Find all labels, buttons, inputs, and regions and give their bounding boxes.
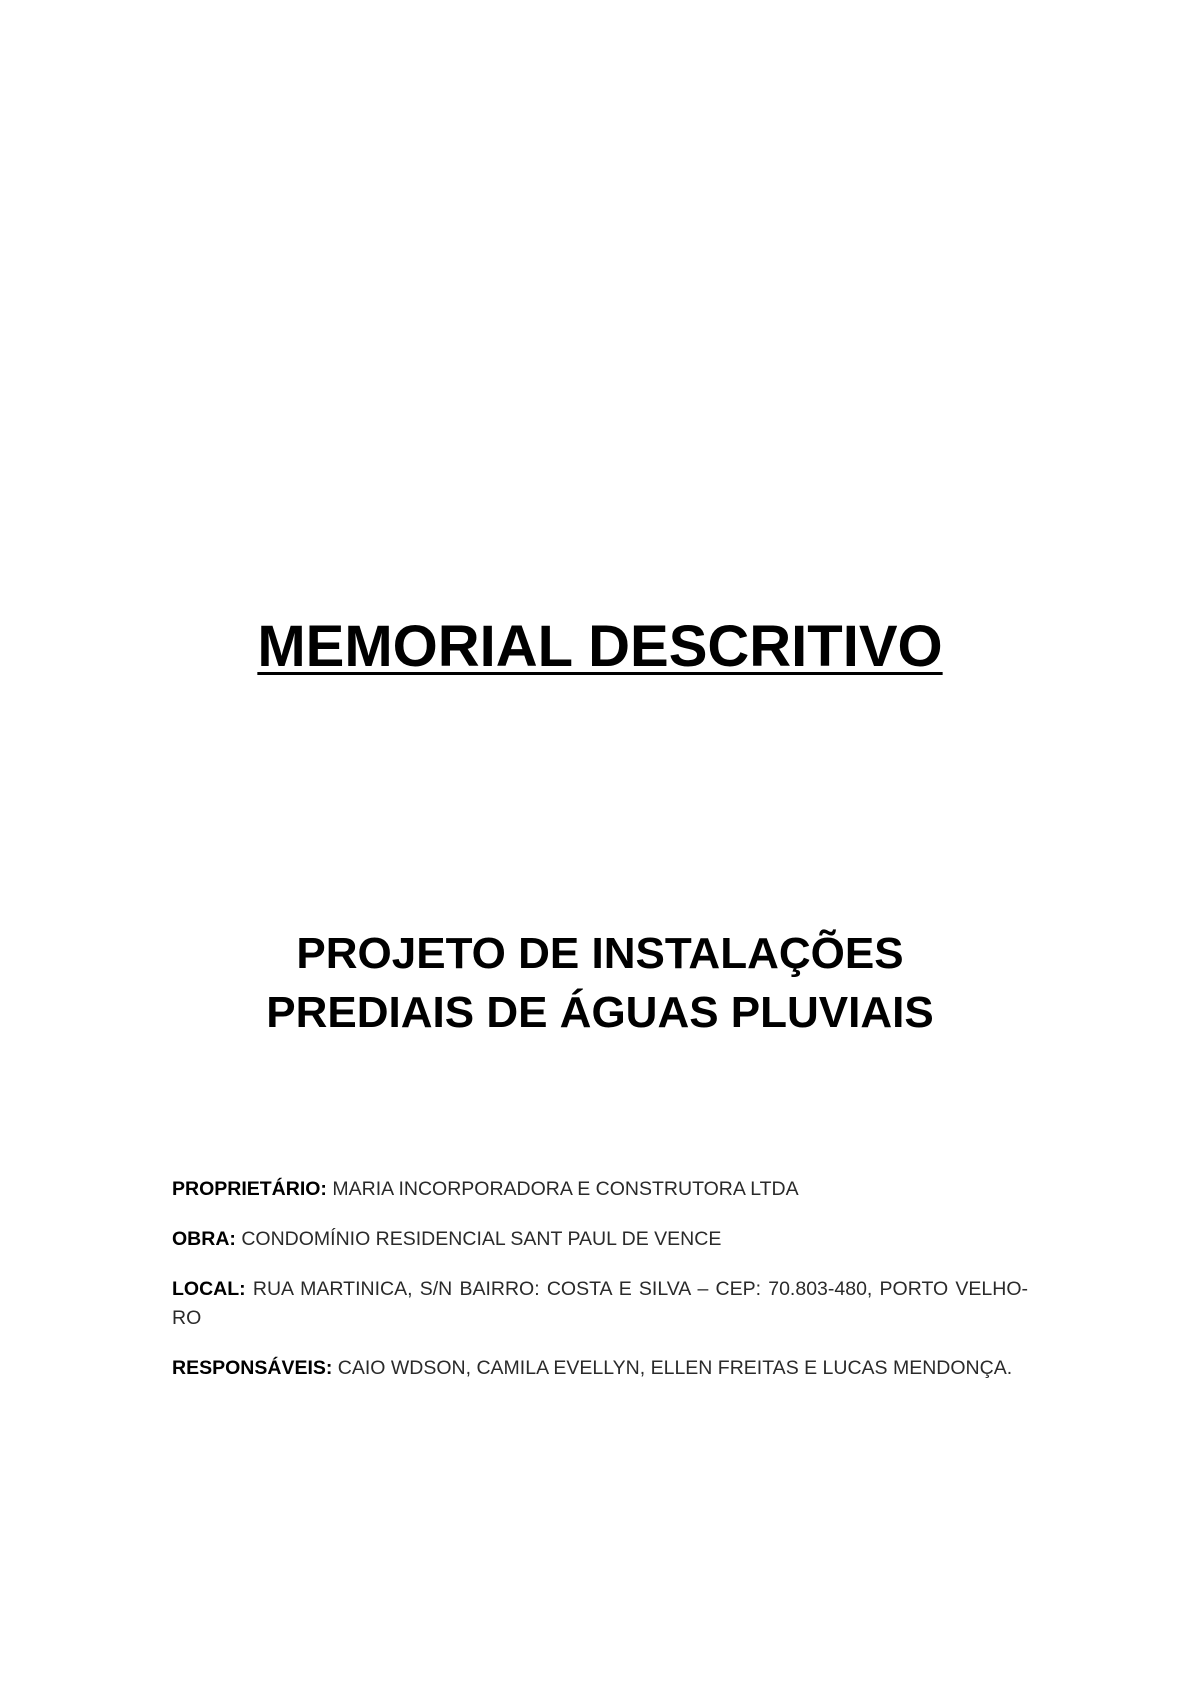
document-subtitle — [0, 924, 1200, 1042]
owner-label: PROPRIETÁRIO: — [172, 1178, 327, 1200]
document-title: MEMORIAL DESCRITIVO — [257, 614, 943, 679]
work-row — [172, 1225, 1028, 1254]
responsible-row — [172, 1354, 1028, 1383]
responsible-value: CAIO WDSON, CAMILA EVELLYN, ELLEN FREITAS E LUCAS MENDONÇA. — [337, 1357, 1013, 1379]
work-value: CONDOMÍNIO RESIDENCIAL SANT PAUL DE VENCE — [241, 1228, 722, 1250]
responsible-label: RESPONSÁVEIS: — [172, 1357, 333, 1379]
work-label: OBRA: — [172, 1228, 236, 1250]
location-row — [172, 1275, 1028, 1333]
project-info — [172, 1175, 1028, 1404]
subtitle-line-2: PREDIAIS DE ÁGUAS PLUVIAIS — [266, 988, 934, 1037]
owner-value: MARIA INCORPORADORA E CONSTRUTORA LTDA — [332, 1178, 799, 1200]
location-value: RUA MARTINICA, S/N BAIRRO: COSTA E SILVA – CEP: 70.803-480, PORTO VELHO-RO — [172, 1278, 1028, 1329]
subtitle-line-1: PROJETO DE INSTALAÇÕES — [296, 929, 904, 978]
location-label: LOCAL: — [172, 1278, 246, 1300]
owner-row — [172, 1175, 1028, 1204]
